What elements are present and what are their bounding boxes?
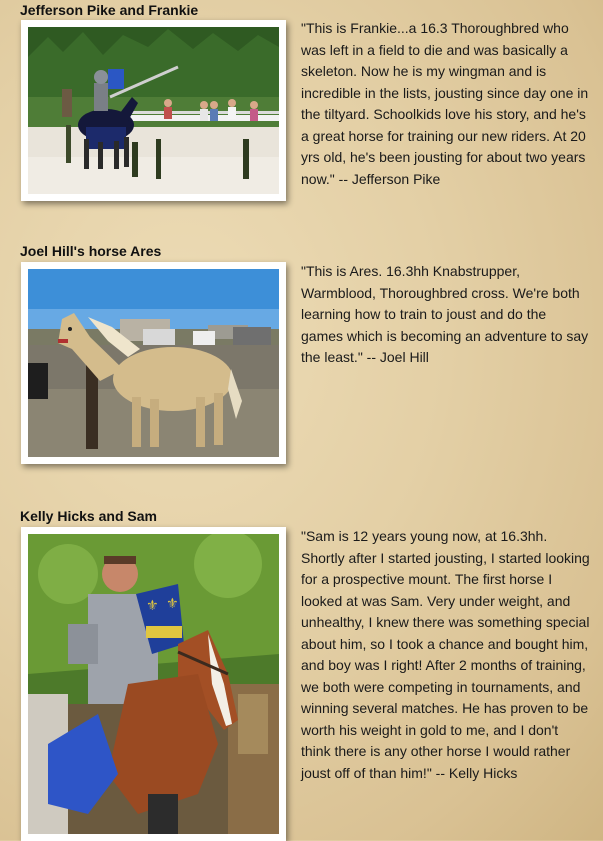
photo-jousting-knight-on-horse: [28, 27, 279, 194]
svg-text:⚜: ⚜: [166, 596, 179, 612]
entry-title: Jefferson Pike and Frankie: [20, 2, 199, 18]
photo-frame: [21, 20, 286, 201]
entry-title: Kelly Hicks and Sam: [20, 508, 157, 524]
photo-frame: [21, 262, 286, 464]
photo-frame: [21, 527, 286, 841]
entry-quote: "This is Ares. 16.3hh Knabstrupper, Warmblood, Thoroughbred cross. We're both learning how to train to joust and do the games which is becoming an adventure to say the least." -- Joel Hill: [301, 263, 589, 365]
photo-armored-knight-on-chestnut-horse: [28, 534, 279, 834]
photo-palomino-horse: [28, 269, 279, 457]
entry-quote: "Sam is 12 years young now, at 16.3hh. Shortly after I started jousting, I started looking for a prospective mount. The first horse I looked at was Sam. Very under weight, and unhealthy, I knew there was something special about him, so I took a chance and bought him, and boy was I right! After 2 months of training, we both were competing in tournaments, and winning several matches. He has proven to be worth his weight in gold to me, and I don't think there is any other horse I would rather joust off of than him!" -- Kelly Hicks: [301, 528, 590, 781]
svg-text:⚜: ⚜: [146, 598, 159, 614]
entry-quote: "This is Frankie...a 16.3 Thoroughbred who was left in a field to die and was basically a skeleton. Now he is my wingman and is incredible in the lists, jousting since day one in the tiltyard. Schoolkids love his story, and he's a great horse for training our new riders. At 20 yrs old, he's been jousting for about two years now." -- Jefferson Pike: [301, 20, 589, 187]
entry-title: Joel Hill's horse Ares: [20, 243, 162, 259]
